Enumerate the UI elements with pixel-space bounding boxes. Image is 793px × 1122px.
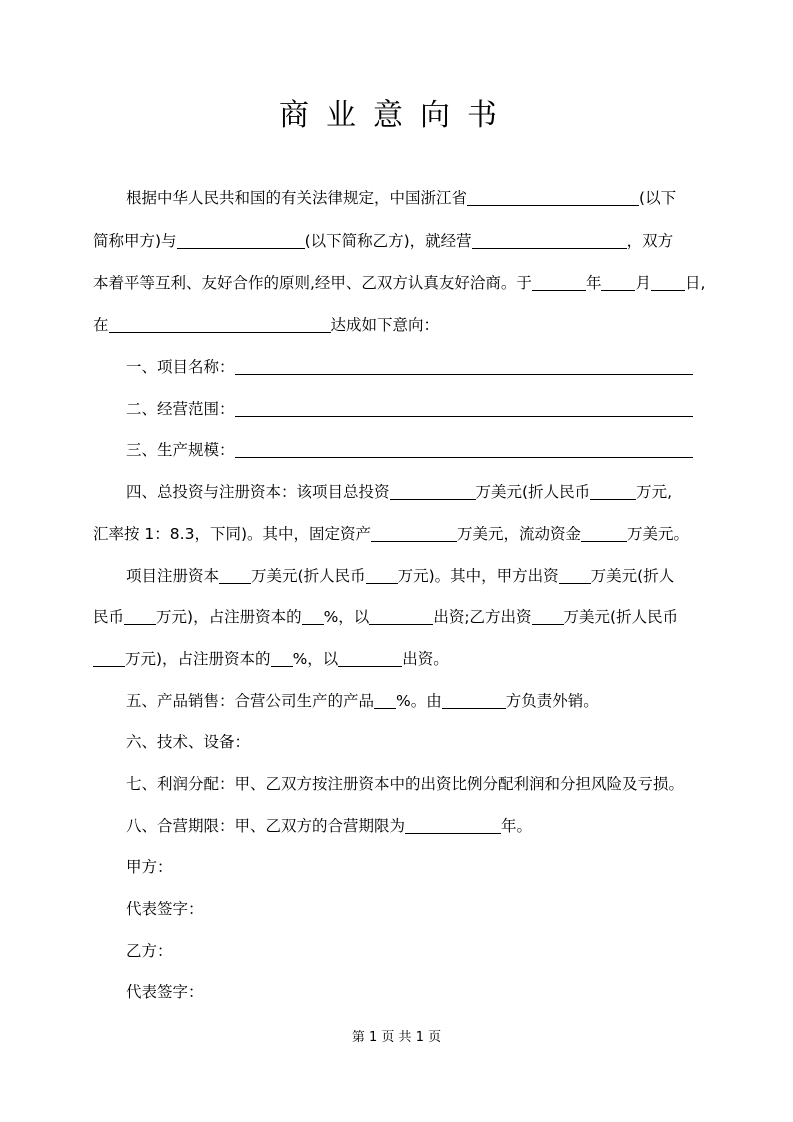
item4-line-2: 汇率按 1：8.3，下同)。其中，固定资产 万美元，流动资金 万美元。: [93, 525, 690, 543]
month-blank: [601, 272, 635, 291]
reg-rmb-blank: [366, 565, 398, 584]
party-a-rmb-blank: [124, 606, 156, 625]
item-project-name: 一、项目名称：: [126, 355, 693, 379]
rmb-blank-1: [590, 481, 636, 500]
party-b-label: 乙方：: [126, 942, 173, 960]
year-blank: [532, 272, 586, 291]
party-a-representative-label: 代表签字：: [126, 900, 204, 918]
production-scale-blank: [235, 439, 693, 458]
term-blank: [405, 815, 501, 834]
day-blank: [651, 272, 685, 291]
project-name-blank: [235, 356, 693, 375]
item-profit-distribution: 七、利润分配：甲、乙双方按注册资本中的出资比例分配利润和分担风险及亏损。: [126, 775, 685, 793]
party-a-label: 甲方：: [126, 858, 173, 876]
party-a-percent-blank: [302, 606, 324, 625]
item-joint-venture-term: 八、合营期限：甲、乙双方的合营期限为 年。: [126, 817, 533, 835]
item4-line-1: 四、总投资与注册资本：该项目总投资 万美元(折人民币 万元,: [126, 483, 673, 501]
item-product-sales: 五、产品销售：合营公司生产的产品 %。由 方负责外销。: [126, 692, 599, 710]
intro-line-4: 在 达成如下意向：: [93, 316, 440, 334]
reg-capital-blank: [219, 565, 251, 584]
party-b-method-blank: [338, 648, 402, 667]
party-b-blank: [177, 230, 305, 249]
party-b-contribution-blank: [532, 606, 564, 625]
intro-line-3: 本着平等互利、友好合作的原则,经甲、乙双方认真友好洽商。于 年 月 日,: [93, 274, 706, 292]
export-percent-blank: [374, 690, 396, 709]
party-b-percent-blank: [271, 648, 293, 667]
intro-line-2: 简称甲方)与 (以下简称乙方)，就经营 ，双方: [93, 232, 674, 250]
fixed-assets-blank: [371, 523, 457, 542]
business-scope-blank: [235, 398, 693, 417]
reg-line-2: 民币 万元)，占注册资本的 %，以 出资;乙方出资 万美元(折人民币: [93, 608, 679, 626]
party-b-representative-label: 代表签字：: [126, 983, 204, 1001]
document-title: 商业意向书: [279, 98, 514, 133]
item-production-scale: 三、生产规模：: [126, 438, 693, 462]
reg-line-3: 万元)，占注册资本的 %，以 出资。: [93, 647, 449, 671]
business-blank: [472, 230, 627, 249]
page-footer: 第 1 页 共 1 页: [351, 1030, 442, 1045]
item-business-scope: 二、经营范围：: [126, 397, 693, 421]
item-technology: 六、技术、设备：: [126, 733, 251, 751]
province-blank: [467, 187, 639, 206]
reg-line-1: 项目注册资本 万美元(折人民币 万元)。其中，甲方出资 万美元(折人: [126, 567, 675, 585]
total-investment-blank: [390, 481, 476, 500]
export-party-blank: [442, 690, 506, 709]
party-a-method-blank: [369, 606, 433, 625]
working-capital-blank: [581, 523, 627, 542]
party-b-rmb-blank: [93, 648, 125, 667]
location-blank: [109, 314, 331, 333]
intro-line-1: 根据中华人民共和国的有关法律规定，中国浙江省 (以下: [126, 189, 677, 207]
party-a-contribution-blank: [559, 565, 591, 584]
